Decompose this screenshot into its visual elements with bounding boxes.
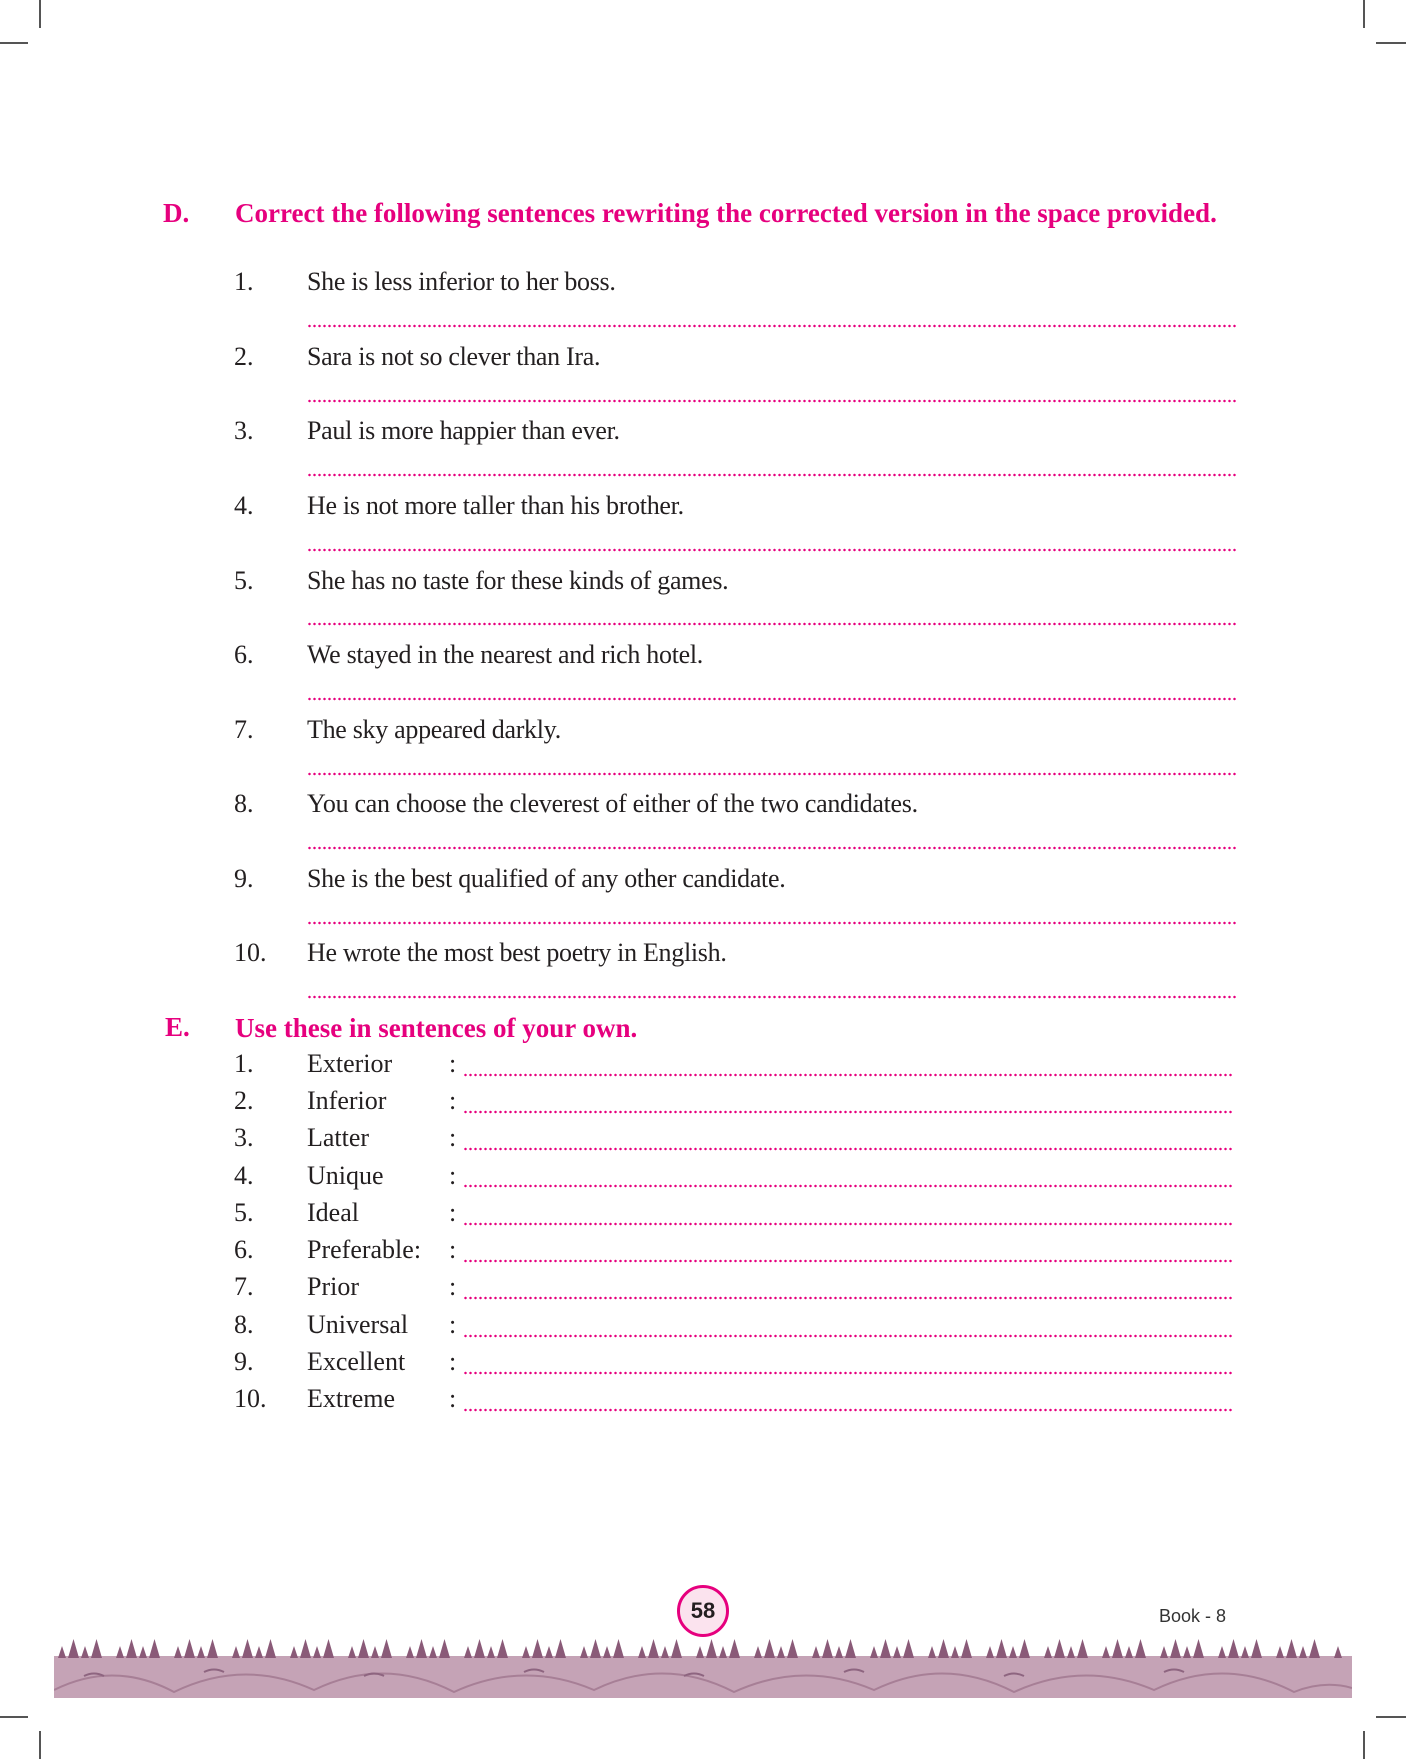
tree-shape (532, 1639, 543, 1658)
item-number: 7. (234, 1272, 254, 1301)
tree-shape (835, 1646, 843, 1658)
answer-line[interactable] (463, 1110, 1232, 1114)
item-colon: : (449, 1272, 457, 1301)
item-sentence: He wrote the most best poetry in English. (307, 938, 727, 967)
tree-shape (638, 1646, 646, 1658)
answer-line[interactable] (307, 846, 1238, 850)
item-number: 3. (234, 1123, 254, 1152)
item-number: 10. (234, 1384, 267, 1413)
crop-mark (39, 0, 41, 28)
item-sentence: She has no taste for these kinds of games. (307, 566, 729, 595)
crop-mark (39, 1731, 41, 1759)
tree-shape (1125, 1646, 1133, 1658)
item-word: Ideal (307, 1198, 359, 1227)
answer-line[interactable] (307, 399, 1238, 403)
tree-shape (1077, 1639, 1088, 1658)
tree-shape (232, 1646, 240, 1658)
section-d-letter: D. (163, 198, 190, 228)
tree-shape (590, 1639, 601, 1658)
answer-line[interactable] (307, 548, 1238, 552)
item-number: 1. (234, 267, 254, 296)
tree-shape (719, 1646, 727, 1658)
crop-mark (1363, 0, 1365, 28)
tree-shape (1309, 1639, 1320, 1658)
book-label: Book - 8 (1159, 1606, 1227, 1626)
tree-shape (812, 1646, 820, 1658)
answer-line[interactable] (307, 697, 1238, 701)
item-number: 6. (234, 1235, 254, 1264)
item-word: Extreme (307, 1384, 396, 1413)
crop-mark (0, 1716, 28, 1718)
tree-shape (290, 1646, 298, 1658)
tree-shape (545, 1646, 553, 1658)
answer-line[interactable] (463, 1184, 1232, 1188)
tree-shape (603, 1646, 611, 1658)
item-sentence: She is the best qualified of any other candidate. (307, 864, 786, 893)
item-number: 9. (234, 864, 254, 893)
tree-shape (242, 1639, 253, 1658)
item-word: Universal (307, 1310, 409, 1339)
answer-line[interactable] (307, 473, 1238, 477)
tree-shape (1251, 1639, 1262, 1658)
tree-shape (951, 1646, 959, 1658)
item-number: 6. (234, 640, 254, 669)
item-number: 5. (234, 566, 254, 595)
answer-line[interactable] (307, 324, 1238, 328)
tree-shape (1019, 1639, 1030, 1658)
tree-shape (1170, 1639, 1181, 1658)
item-word: Exterior (307, 1049, 393, 1078)
tree-shape (1334, 1646, 1342, 1658)
tree-shape (497, 1639, 508, 1658)
tree-shape (116, 1646, 124, 1658)
tree-shape (880, 1639, 891, 1658)
item-number: 2. (234, 342, 254, 371)
item-colon: : (449, 1235, 457, 1264)
item-colon: : (449, 1310, 457, 1339)
tree-shape (464, 1646, 472, 1658)
item-word: Latter (307, 1123, 370, 1152)
tree-shape (197, 1646, 205, 1658)
item-colon: : (449, 1347, 457, 1376)
answer-line[interactable] (307, 921, 1238, 925)
tree-shape (1160, 1646, 1168, 1658)
tree-shape (661, 1646, 669, 1658)
item-colon: : (449, 1049, 457, 1078)
answer-line[interactable] (463, 1296, 1232, 1300)
answer-line[interactable] (463, 1073, 1232, 1077)
tree-shape (1193, 1639, 1204, 1658)
tree-shape (68, 1639, 79, 1658)
item-sentence: You can choose the cleverest of either of the two candidates. (307, 789, 918, 818)
tree-shape (1112, 1639, 1123, 1658)
tree-shape (845, 1639, 856, 1658)
tree-shape (706, 1639, 717, 1658)
tree-shape (371, 1646, 379, 1658)
item-number: 4. (234, 1161, 254, 1190)
answer-line[interactable] (463, 1222, 1232, 1226)
item-colon: : (449, 1161, 457, 1190)
tree-shape (126, 1639, 137, 1658)
tree-shape (1299, 1646, 1307, 1658)
tree-shape (938, 1639, 949, 1658)
tree-shape (381, 1639, 392, 1658)
tree-shape (1009, 1646, 1017, 1658)
item-number: 1. (234, 1049, 254, 1078)
tree-shape (613, 1639, 624, 1658)
item-word: Inferior (307, 1086, 387, 1115)
section-d-title: Correct the following sentences rewriting the corrected version in the space provided. (235, 198, 1217, 228)
item-number: 9. (234, 1347, 254, 1376)
tree-shape (822, 1639, 833, 1658)
tree-shape (1067, 1646, 1075, 1658)
ground-band (54, 1656, 1352, 1698)
tree-shape (58, 1646, 66, 1658)
tree-shape (487, 1646, 495, 1658)
tree-shape (928, 1646, 936, 1658)
tree-shape (754, 1646, 762, 1658)
tree-shape (149, 1639, 160, 1658)
tree-shape (1218, 1646, 1226, 1658)
tree-shape (522, 1646, 530, 1658)
tree-shape (265, 1639, 276, 1658)
tree-shape (1286, 1639, 1297, 1658)
tree-shape (961, 1639, 972, 1658)
answer-line[interactable] (463, 1334, 1232, 1338)
tree-shape (300, 1639, 311, 1658)
tree-shape (696, 1646, 704, 1658)
tree-shape (313, 1646, 321, 1658)
tree-shape (474, 1639, 485, 1658)
page-number-badge (677, 1585, 729, 1637)
tree-shape (207, 1639, 218, 1658)
tree-shape (671, 1639, 682, 1658)
tree-shape (1054, 1639, 1065, 1658)
tree-shape (429, 1646, 437, 1658)
tree-shape (255, 1646, 263, 1658)
item-number: 5. (234, 1198, 254, 1227)
item-number: 8. (234, 1310, 254, 1339)
item-colon: : (449, 1123, 457, 1152)
item-word: Unique (307, 1161, 384, 1190)
tree-shape (787, 1639, 798, 1658)
item-colon: : (449, 1086, 457, 1115)
item-sentence: Paul is more happier than ever. (307, 416, 620, 445)
answer-line[interactable] (463, 1259, 1232, 1263)
tree-shape (1135, 1639, 1146, 1658)
page-number: 58 (690, 1598, 716, 1623)
item-sentence: We stayed in the nearest and rich hotel. (307, 640, 703, 669)
section-e-title: Use these in sentences of your own. (235, 1013, 638, 1043)
item-number: 3. (234, 416, 254, 445)
item-colon: : (449, 1384, 457, 1413)
answer-line[interactable] (463, 1408, 1232, 1412)
tree-shape (358, 1639, 369, 1658)
tree-shape (729, 1639, 740, 1658)
item-number: 4. (234, 491, 254, 520)
tree-shape (406, 1646, 414, 1658)
tree-shape (1183, 1646, 1191, 1658)
answer-line[interactable] (463, 1371, 1232, 1375)
tree-shape (648, 1639, 659, 1658)
item-number: 7. (234, 715, 254, 744)
tree-shape (139, 1646, 147, 1658)
tree-shape (1228, 1639, 1239, 1658)
item-number: 2. (234, 1086, 254, 1115)
answer-line[interactable] (307, 622, 1238, 626)
tree-shape (91, 1639, 102, 1658)
crop-mark (1363, 1731, 1365, 1759)
crop-mark (1376, 1716, 1406, 1718)
item-sentence: Sara is not so clever than Ira. (307, 342, 601, 371)
item-word: Preferable: (307, 1235, 422, 1264)
tree-shape (439, 1639, 450, 1658)
tree-shape (174, 1646, 182, 1658)
item-sentence: She is less inferior to her boss. (307, 267, 616, 296)
tree-shape (323, 1639, 334, 1658)
tree-shape (348, 1646, 356, 1658)
tree-shape (777, 1646, 785, 1658)
tree-shape (416, 1639, 427, 1658)
item-sentence: He is not more taller than his brother. (307, 491, 684, 520)
section-e-letter: E. (165, 1012, 190, 1042)
answer-line[interactable] (463, 1147, 1232, 1151)
crop-mark (1376, 42, 1406, 44)
crop-mark (0, 42, 28, 44)
item-number: 8. (234, 789, 254, 818)
item-word: Prior (307, 1272, 359, 1301)
item-number: 10. (234, 938, 267, 967)
tree-shape (986, 1646, 994, 1658)
tree-shape (81, 1646, 89, 1658)
tree-shape (1102, 1646, 1110, 1658)
tree-shape (893, 1646, 901, 1658)
tree-shape (1241, 1646, 1249, 1658)
tree-shape (555, 1639, 566, 1658)
item-sentence: The sky appeared darkly. (307, 715, 561, 744)
tree-shape (1044, 1646, 1052, 1658)
item-word: Excellent (307, 1347, 406, 1376)
answer-line[interactable] (307, 995, 1238, 999)
item-colon: : (449, 1198, 457, 1227)
tree-shape (1276, 1646, 1284, 1658)
tree-shape (996, 1639, 1007, 1658)
tree-shape (184, 1639, 195, 1658)
tree-shape (870, 1646, 878, 1658)
tree-shape (580, 1646, 588, 1658)
tree-row (58, 1639, 1342, 1658)
tree-shape (903, 1639, 914, 1658)
answer-line[interactable] (307, 772, 1238, 776)
tree-shape (764, 1639, 775, 1658)
